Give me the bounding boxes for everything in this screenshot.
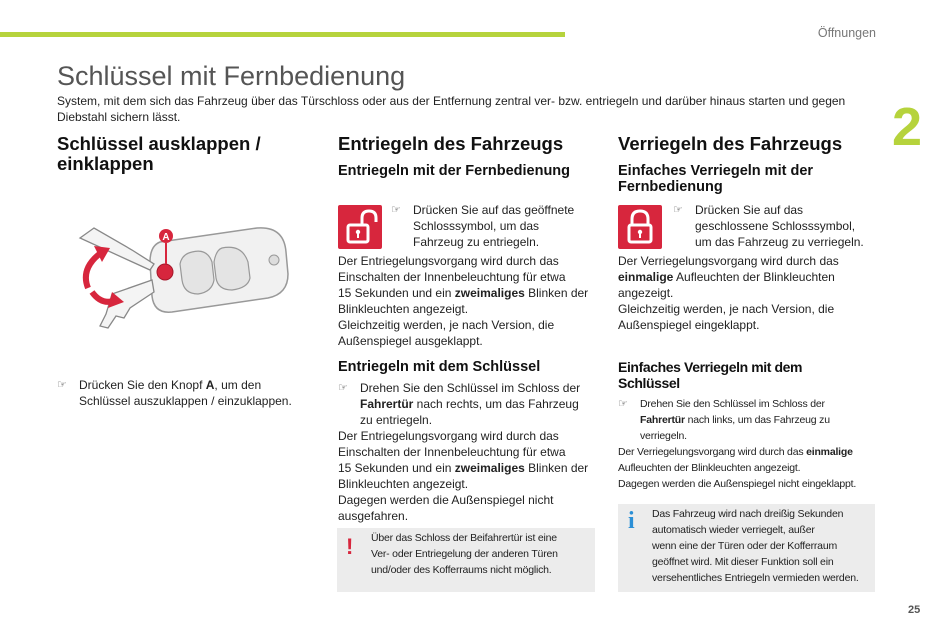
unlock-key-description: Der Entriegelungsvorgang wird durch das Einschalten der Innenbeleuchtung für etwa 15 Sekunden und ein zweimaliges Blinken der Blinkleuchten angezeigt. Dagegen werden die Außenspiegel nicht ausgefahren. xyxy=(338,429,589,523)
column-lock xyxy=(618,134,880,195)
heading-fold-key: Schlüssel ausklappen / einklappen xyxy=(57,133,261,174)
lock-key-description: Der Verriegelungsvorgang wird durch das einmalige Aufleuchten der Blinkleuchten angezeigt. Dagegen werden die Außenspiegel nicht eingeklappt. xyxy=(618,446,857,490)
fold-key-instruction: ☞ Drücken Sie den Knopf A, um den Schlüssel auszuklappen / einzuklappen. xyxy=(57,378,292,408)
heading-unlock: Entriegeln des Fahrzeugs xyxy=(338,133,564,154)
subheading-lock-key: Einfaches Verriegeln mit dem Schlüssel xyxy=(618,359,803,391)
lock-button-icon xyxy=(618,205,662,249)
unlock-remote-instruction: ☞ Drücken Sie auf das geöffnete Schlosssymbol, um das Fahrzeug zu entriegeln. xyxy=(391,203,575,249)
chapter-number: 2 xyxy=(892,97,923,157)
header-accent-bar xyxy=(0,32,565,37)
rotate-arrow-icon xyxy=(86,252,102,288)
section-name: Öffnungen xyxy=(817,26,876,40)
subheading-unlock-key: Entriegeln mit dem Schlüssel xyxy=(338,359,541,375)
column-unlock xyxy=(338,134,600,179)
subheading-unlock-remote: Entriegeln mit der Fernbedienung xyxy=(338,163,571,179)
unlock-button-icon xyxy=(338,205,382,249)
info-icon: i xyxy=(628,508,635,534)
bullet-icon: ☞ xyxy=(338,382,348,394)
lock-key-instruction: ☞ Drehen Sie den Schlüssel im Schloss der Fahrertür nach links, um das Fahrzeug zu verriegeln. xyxy=(618,398,830,442)
unlock-key-instruction: ☞ Drehen Sie den Schlüssel im Schloss der Fahrertür nach rechts, um das Fahrzeug zu entriegeln. xyxy=(338,381,581,427)
info-note: i Das Fahrzeug wird nach dreißig Sekunden automatisch wieder verriegelt, außer wenn eine der Türen oder der Kofferraum geöffnet wird. Mit dieser Funktion soll ein versehentliches Entriegeln vermieden werden. xyxy=(618,504,875,592)
page-number: 25 xyxy=(908,604,921,616)
svg-text:A: A xyxy=(162,232,170,243)
bullet-icon: ☞ xyxy=(673,204,683,216)
column-key-fold xyxy=(57,134,317,174)
warning-icon: ! xyxy=(346,534,354,559)
bullet-icon: ☞ xyxy=(618,398,628,410)
heading-lock: Verriegeln des Fahrzeugs xyxy=(618,133,843,154)
key-illustration xyxy=(72,222,292,337)
unlock-remote-description: Der Entriegelungsvorgang wird durch das Einschalten der Innenbeleuchtung für etwa 15 Sekunden und ein zweimaliges Blinken der Blinkleuchten angezeigt. Gleichzeitig werden, je nach Version, die Außenspiegel ausgeklappt. xyxy=(338,254,589,348)
intro-text: System, mit dem sich das Fahrzeug über das Türschloss oder aus der Entfernung zentral ver- bzw. entriegeln und darüber hinaus starten und gegen Diebstahl sichern lässt. xyxy=(57,94,846,124)
subheading-lock-remote: Einfaches Verriegeln mit der Fernbedienung xyxy=(618,163,814,195)
bullet-icon: ☞ xyxy=(391,204,401,216)
warning-note: ! Über das Schloss der Beifahrertür ist eine Ver- oder Entriegelung der anderen Türen und/oder des Kofferraums nicht möglich. xyxy=(337,528,595,592)
bullet-icon: ☞ xyxy=(57,379,67,391)
lock-remote-instruction: ☞ Drücken Sie auf das geschlossene Schlosssymbol, um das Fahrzeug zu verriegeln. xyxy=(673,203,864,249)
lock-remote-description: Der Verriegelungsvorgang wird durch das einmalige Aufleuchten der Blinkleuchten angezeigt. Gleichzeitig werden, je nach Version, die Außenspiegel eingeklappt. xyxy=(618,254,839,332)
page-title: Schlüssel mit Fernbedienung xyxy=(57,61,406,91)
